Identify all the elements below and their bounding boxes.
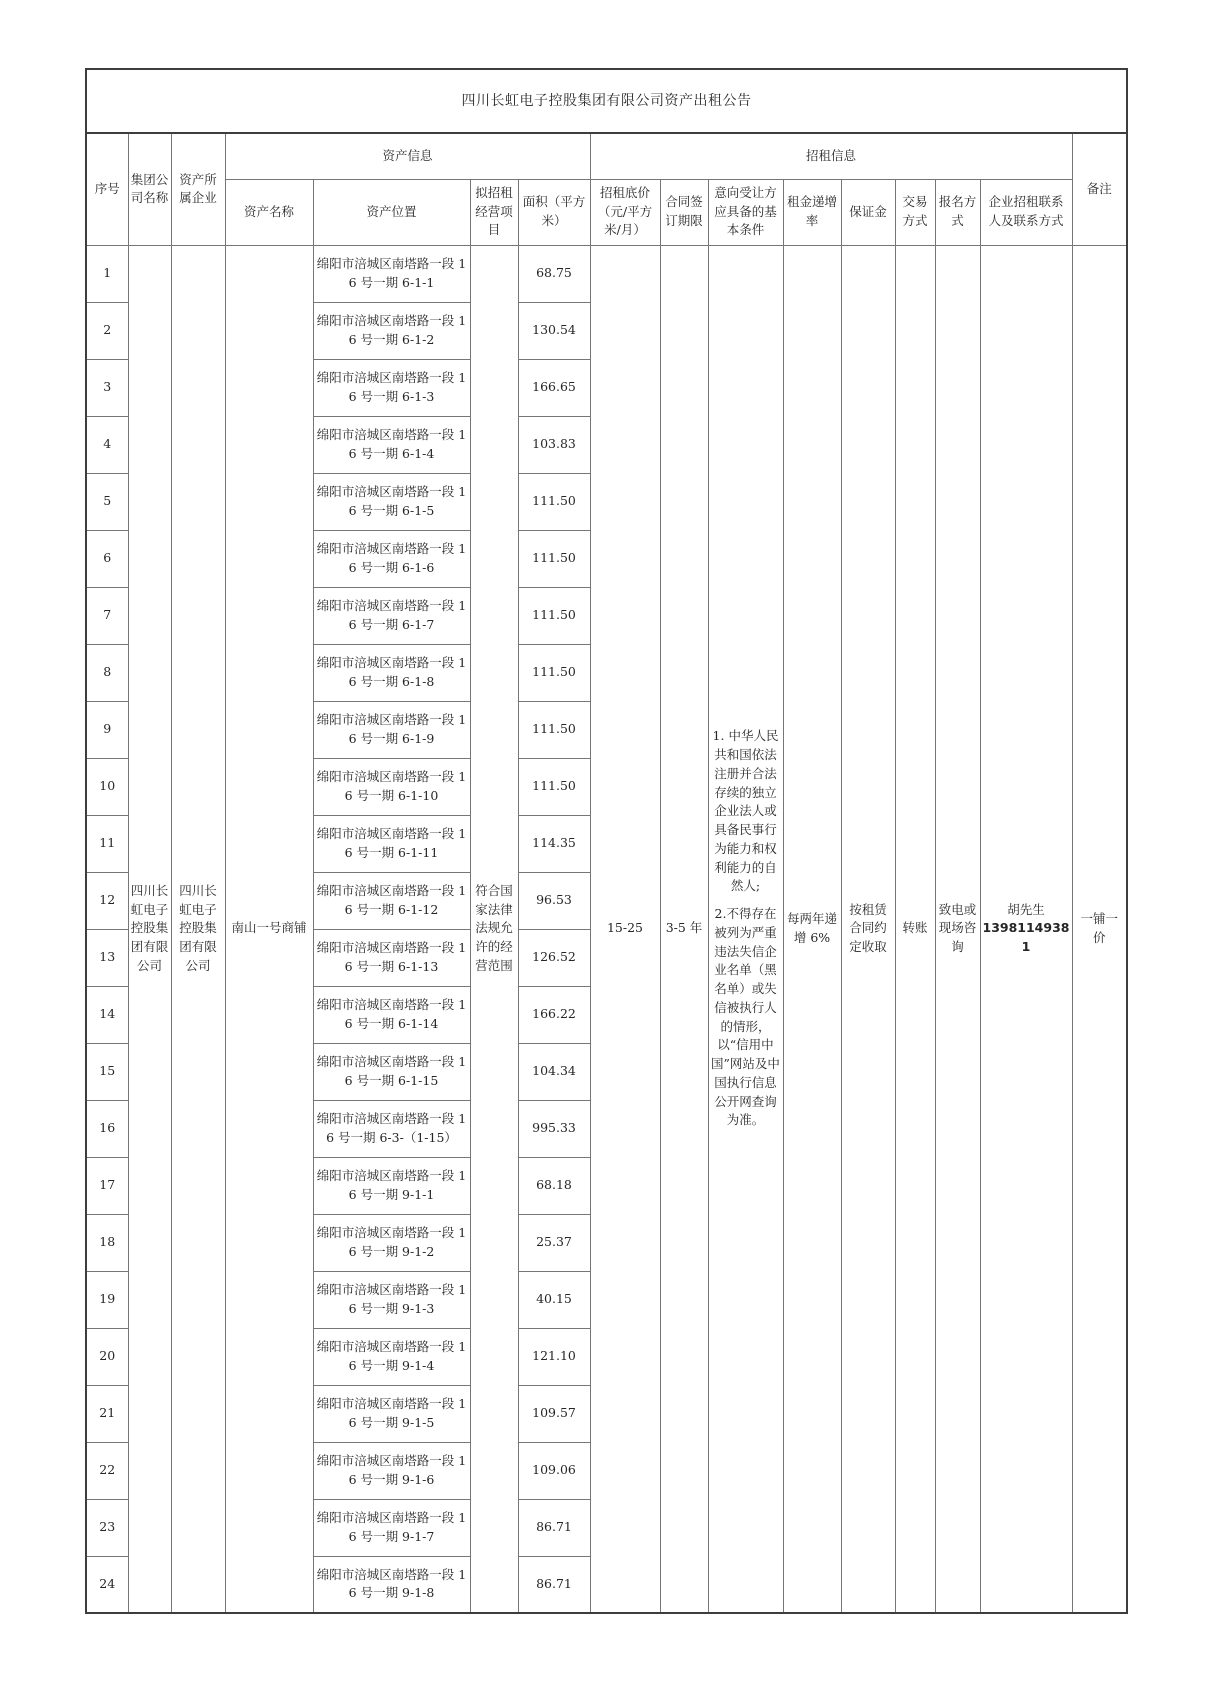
header-registration: 报名方式: [935, 179, 980, 245]
header-base-price: 招租底价（元/平方米/月）: [590, 179, 660, 245]
asset-location-cell: 绵阳市涪城区南塔路一段 16 号一期 9-1-4: [313, 1328, 470, 1385]
deposit-cell: 按租赁合同约定收取: [841, 245, 895, 1613]
asset-location-cell: 绵阳市涪城区南塔路一段 16 号一期 6-1-2: [313, 302, 470, 359]
row-index-cell: 18: [86, 1214, 128, 1271]
header-area: 面积（平方米）: [518, 179, 590, 245]
asset-location-cell: 绵阳市涪城区南塔路一段 16 号一期 6-1-5: [313, 473, 470, 530]
asset-location-cell: 绵阳市涪城区南塔路一段 16 号一期 9-1-3: [313, 1271, 470, 1328]
asset-location-cell: 绵阳市涪城区南塔路一段 16 号一期 9-1-8: [313, 1556, 470, 1613]
group-company-cell: 四川长虹电子控股集团有限公司: [128, 245, 171, 1613]
contract-term-cell: 3-5 年: [660, 245, 708, 1613]
row-index-cell: 15: [86, 1043, 128, 1100]
area-cell: 86.71: [518, 1556, 590, 1613]
asset-location-cell: 绵阳市涪城区南塔路一段 16 号一期 6-1-3: [313, 359, 470, 416]
asset-location-cell: 绵阳市涪城区南塔路一段 16 号一期 6-1-15: [313, 1043, 470, 1100]
area-cell: 130.54: [518, 302, 590, 359]
area-cell: 86.71: [518, 1499, 590, 1556]
transaction-cell: 转账: [895, 245, 935, 1613]
row-index-cell: 14: [86, 986, 128, 1043]
header-rent-increase: 租金递增率: [783, 179, 841, 245]
contact-phone: 13981149381: [982, 920, 1070, 955]
asset-location-cell: 绵阳市涪城区南塔路一段 16 号一期 9-1-6: [313, 1442, 470, 1499]
row-index-cell: 9: [86, 701, 128, 758]
condition-item-1: 1. 中华人民共和国依法注册并合法存续的独立企业法人或具备民事行为能力和权利能力的自然人;: [712, 728, 779, 894]
header-group-company: 集团公司名称: [128, 133, 171, 245]
asset-location-cell: 绵阳市涪城区南塔路一段 16 号一期 6-1-10: [313, 758, 470, 815]
row-index-cell: 16: [86, 1100, 128, 1157]
area-cell: 104.34: [518, 1043, 590, 1100]
header-contact: 企业招租联系人及联系方式: [980, 179, 1072, 245]
asset-location-cell: 绵阳市涪城区南塔路一段 16 号一期 9-1-2: [313, 1214, 470, 1271]
group-header-row: [86, 133, 1127, 179]
asset-location-cell: 绵阳市涪城区南塔路一段 16 号一期 6-1-13: [313, 929, 470, 986]
row-index-cell: 1: [86, 245, 128, 302]
conditions-cell: [708, 245, 783, 1613]
area-cell: 114.35: [518, 815, 590, 872]
contact-cell: [980, 245, 1072, 1613]
asset-location-cell: 绵阳市涪城区南塔路一段 16 号一期 6-3-（1-15）: [313, 1100, 470, 1157]
area-cell: 166.65: [518, 359, 590, 416]
row-index-cell: 5: [86, 473, 128, 530]
asset-location-cell: 绵阳市涪城区南塔路一段 16 号一期 6-1-8: [313, 644, 470, 701]
area-cell: 40.15: [518, 1271, 590, 1328]
header-transaction: 交易方式: [895, 179, 935, 245]
asset-location-cell: 绵阳市涪城区南塔路一段 16 号一期 6-1-12: [313, 872, 470, 929]
row-index-cell: 6: [86, 530, 128, 587]
row-index-cell: 24: [86, 1556, 128, 1613]
row-index-cell: 13: [86, 929, 128, 986]
rent-increase-cell: 每两年递增 6%: [783, 245, 841, 1613]
header-conditions: 意向受让方应具备的基本条件: [708, 179, 783, 245]
header-business-project: 拟招租经营项目: [470, 179, 518, 245]
asset-location-cell: 绵阳市涪城区南塔路一段 16 号一期 6-1-14: [313, 986, 470, 1043]
condition-item-2: 2.不得存在被列为严重违法失信企业名单（黑名单）或失信被执行人的情形，以“信用中国”网站及中国执行信息公开网查询为准。: [711, 906, 780, 1128]
row-index-cell: 17: [86, 1157, 128, 1214]
area-cell: 126.52: [518, 929, 590, 986]
row-index-cell: 20: [86, 1328, 128, 1385]
contact-name: 胡先生: [1007, 901, 1045, 917]
column-header-row: [86, 179, 1127, 245]
asset-name-cell: 南山一号商铺: [225, 245, 313, 1613]
row-index-cell: 7: [86, 587, 128, 644]
header-asset-location: 资产位置: [313, 179, 470, 245]
header-remarks: 备注: [1072, 133, 1127, 245]
row-index-cell: 4: [86, 416, 128, 473]
area-cell: 109.57: [518, 1385, 590, 1442]
asset-location-cell: 绵阳市涪城区南塔路一段 16 号一期 6-1-9: [313, 701, 470, 758]
row-index-cell: 12: [86, 872, 128, 929]
area-cell: 103.83: [518, 416, 590, 473]
title-row: [86, 69, 1127, 133]
area-cell: 111.50: [518, 473, 590, 530]
asset-location-cell: 绵阳市涪城区南塔路一段 16 号一期 6-1-6: [313, 530, 470, 587]
asset-location-cell: 绵阳市涪城区南塔路一段 16 号一期 6-1-11: [313, 815, 470, 872]
area-cell: 166.22: [518, 986, 590, 1043]
area-cell: 111.50: [518, 587, 590, 644]
header-asset-info-group: 资产信息: [225, 133, 590, 179]
asset-location-cell: 绵阳市涪城区南塔路一段 16 号一期 6-1-4: [313, 416, 470, 473]
area-cell: 111.50: [518, 701, 590, 758]
header-index: 序号: [86, 133, 128, 245]
asset-location-cell: 绵阳市涪城区南塔路一段 16 号一期 9-1-1: [313, 1157, 470, 1214]
row-index-cell: 19: [86, 1271, 128, 1328]
registration-cell: 致电或现场咨询: [935, 245, 980, 1613]
area-cell: 121.10: [518, 1328, 590, 1385]
row-index-cell: 11: [86, 815, 128, 872]
area-cell: 111.50: [518, 758, 590, 815]
header-deposit: 保证金: [841, 179, 895, 245]
rental-table: [85, 68, 1128, 1614]
asset-location-cell: 绵阳市涪城区南塔路一段 16 号一期 9-1-5: [313, 1385, 470, 1442]
asset-location-cell: 绵阳市涪城区南塔路一段 16 号一期 6-1-7: [313, 587, 470, 644]
row-index-cell: 10: [86, 758, 128, 815]
remarks-cell: 一铺一价: [1072, 245, 1127, 1613]
row-index-cell: 8: [86, 644, 128, 701]
asset-location-cell: 绵阳市涪城区南塔路一段 16 号一期 6-1-1: [313, 245, 470, 302]
area-cell: 995.33: [518, 1100, 590, 1157]
row-index-cell: 23: [86, 1499, 128, 1556]
area-cell: 68.75: [518, 245, 590, 302]
header-asset-owner: 资产所属企业: [171, 133, 225, 245]
area-cell: 109.06: [518, 1442, 590, 1499]
row-index-cell: 22: [86, 1442, 128, 1499]
header-contract-term: 合同签订期限: [660, 179, 708, 245]
asset-owner-cell: 四川长虹电子控股集团有限公司: [171, 245, 225, 1613]
asset-location-cell: 绵阳市涪城区南塔路一段 16 号一期 9-1-7: [313, 1499, 470, 1556]
area-cell: 111.50: [518, 530, 590, 587]
area-cell: 111.50: [518, 644, 590, 701]
row-index-cell: 21: [86, 1385, 128, 1442]
area-cell: 68.18: [518, 1157, 590, 1214]
header-asset-name: 资产名称: [225, 179, 313, 245]
header-rental-info-group: 招租信息: [590, 133, 1072, 179]
business-project-cell: 符合国家法律法规允许的经营范围: [470, 245, 518, 1613]
area-cell: 25.37: [518, 1214, 590, 1271]
row-index-cell: 2: [86, 302, 128, 359]
base-price-cell: 15-25: [590, 245, 660, 1613]
table-row: [86, 245, 1127, 302]
area-cell: 96.53: [518, 872, 590, 929]
row-index-cell: 3: [86, 359, 128, 416]
document-title: 四川长虹电子控股集团有限公司资产出租公告: [86, 69, 1127, 133]
